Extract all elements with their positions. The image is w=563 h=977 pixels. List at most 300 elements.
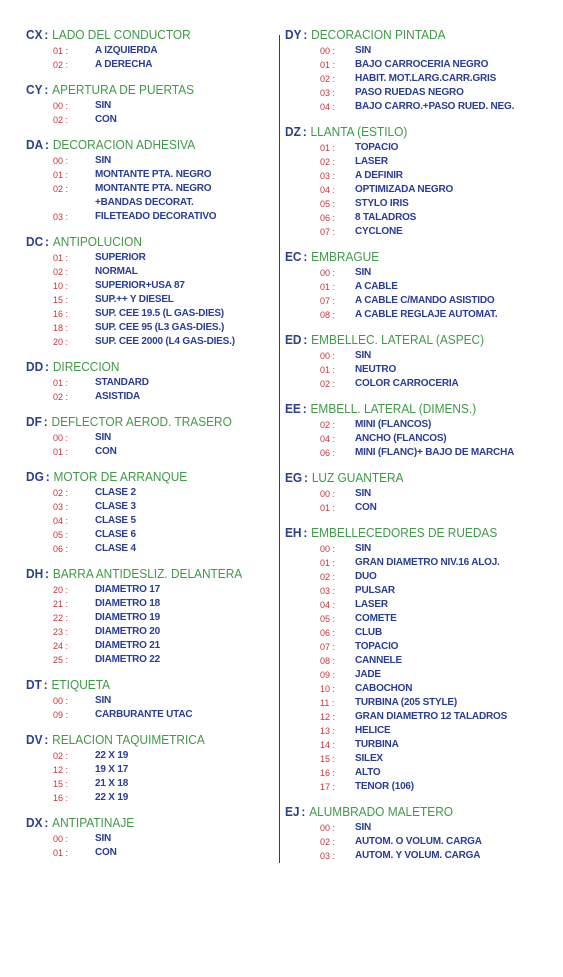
option-label: CON (95, 446, 117, 457)
option-code: 02 : (53, 751, 69, 761)
option-label: JADE (355, 669, 381, 680)
group-separator: : (304, 471, 309, 485)
option-row (26, 445, 276, 459)
section-gap (26, 805, 276, 816)
option-code: 06 : (320, 448, 336, 458)
group-title: DECORACION ADHESIVA (52, 138, 196, 152)
section-gap (26, 127, 276, 138)
option-group (285, 402, 557, 460)
option-code: 09 : (320, 670, 336, 680)
option-row (26, 846, 276, 860)
group-title: RELACION TAQUIMETRICA (52, 733, 205, 747)
option-row (285, 86, 557, 100)
group-code: DX (26, 816, 43, 830)
group-heading (26, 28, 264, 43)
option-group (26, 470, 276, 556)
option-code: 08 : (320, 310, 336, 320)
option-row (285, 100, 557, 114)
group-code: ED (285, 333, 302, 347)
group-heading (26, 83, 264, 98)
option-row (285, 556, 557, 570)
group-code: DG (26, 470, 44, 484)
option-label: STYLO IRIS (355, 198, 409, 209)
group-separator: : (45, 567, 50, 581)
option-code: 22 : (53, 613, 69, 623)
option-code: 25 : (53, 655, 69, 665)
group-heading (285, 28, 543, 43)
option-label: A IZQUIERDA (95, 45, 158, 56)
option-group (285, 805, 557, 863)
option-row (26, 154, 276, 168)
option-label: 22 X 19 (95, 792, 129, 803)
section-gap (285, 239, 557, 250)
option-row (285, 752, 557, 766)
option-label: 19 X 17 (95, 764, 129, 775)
option-code: 00 : (53, 696, 69, 706)
group-heading (26, 816, 264, 831)
option-code: 00 : (320, 351, 336, 361)
option-row (26, 251, 276, 265)
option-group (26, 360, 276, 404)
option-label: DUO (355, 571, 377, 582)
option-row (285, 724, 557, 738)
group-heading (26, 470, 264, 485)
option-row (26, 791, 276, 805)
group-heading (26, 678, 264, 693)
option-code: 07 : (320, 642, 336, 652)
option-code: 10 : (53, 281, 69, 291)
option-group (26, 28, 276, 72)
option-code: 17 : (320, 782, 336, 792)
option-label: DIAMETRO 22 (95, 654, 161, 665)
option-row (285, 280, 557, 294)
option-row (285, 432, 557, 446)
option-row (285, 612, 557, 626)
option-label: SILEX (355, 753, 383, 764)
option-label: SUP. CEE 19.5 (L GAS-DIES) (95, 308, 224, 319)
group-separator: : (43, 678, 48, 692)
option-label: DIAMETRO 19 (95, 612, 161, 623)
option-code: 07 : (320, 296, 336, 306)
option-row (26, 265, 276, 279)
option-row (285, 780, 557, 794)
option-row (285, 584, 557, 598)
section-gap (285, 794, 557, 805)
option-label: CON (95, 847, 117, 858)
option-row (285, 72, 557, 86)
option-code: 00 : (53, 433, 69, 443)
option-row (285, 542, 557, 556)
group-code: DH (26, 567, 44, 581)
group-code: CY (26, 83, 43, 97)
option-row (26, 583, 276, 597)
section-gap (26, 404, 276, 415)
option-list (26, 154, 276, 224)
option-label: SUP. CEE 2000 (L4 GAS-DIES.) (95, 336, 235, 347)
option-code: 03 : (320, 171, 336, 181)
option-row (26, 99, 276, 113)
option-row (26, 694, 276, 708)
option-code: 23 : (53, 627, 69, 637)
option-label: PULSAR (355, 585, 395, 596)
option-code: 01 : (53, 378, 69, 388)
option-label: SIN (95, 695, 112, 706)
option-label: SUP.++ Y DIESEL (95, 294, 174, 305)
option-code: 02 : (53, 60, 69, 70)
option-label: BAJO CARRO.+PASO RUED. NEG. (355, 101, 515, 112)
option-row (285, 266, 557, 280)
option-code: 01 : (53, 447, 69, 457)
group-code: DD (26, 360, 44, 374)
option-code: 01 : (320, 365, 336, 375)
group-heading (285, 250, 543, 265)
option-row (26, 431, 276, 445)
group-separator: : (43, 415, 48, 429)
option-row (26, 708, 276, 722)
option-code: 02 : (53, 488, 69, 498)
option-row (285, 626, 557, 640)
option-code: 00 : (320, 268, 336, 278)
group-code: DY (285, 28, 302, 42)
option-row (26, 653, 276, 667)
group-separator: : (303, 333, 308, 347)
option-row (26, 168, 276, 182)
group-title: DIRECCION (52, 360, 120, 374)
option-code: 02 : (53, 392, 69, 402)
option-group (26, 415, 276, 459)
option-group (26, 138, 276, 224)
group-separator: : (44, 733, 49, 747)
option-code: 01 : (53, 848, 69, 858)
option-row (26, 335, 276, 349)
option-row (285, 738, 557, 752)
group-heading (26, 360, 264, 375)
section-gap (26, 667, 276, 678)
option-list (285, 141, 557, 239)
option-code: 03 : (320, 88, 336, 98)
option-label: A CABLE REGLAJE AUTOMAT. (355, 309, 498, 320)
section-gap (285, 114, 557, 125)
option-list (26, 694, 276, 722)
group-title: DECORACION PINTADA (311, 28, 446, 42)
option-row (285, 640, 557, 654)
option-row (285, 363, 557, 377)
group-code: EJ (285, 805, 300, 819)
option-label: NORMAL (95, 266, 138, 277)
option-row (285, 225, 557, 239)
option-label: SUPERIOR+USA 87 (95, 280, 185, 291)
option-label: MINI (FLANCOS) (355, 419, 432, 430)
option-label: SIN (355, 267, 372, 278)
option-label: DIAMETRO 21 (95, 640, 161, 651)
group-heading (285, 125, 543, 140)
option-row (285, 598, 557, 612)
group-heading (285, 333, 543, 348)
option-row (285, 570, 557, 584)
group-title: ALUMBRADO MALETERO (309, 805, 454, 819)
group-title: EMBELLECEDORES DE RUEDAS (311, 526, 498, 540)
group-title: APERTURA DE PUERTAS (52, 83, 195, 97)
option-code: 01 : (53, 46, 69, 56)
option-row (26, 293, 276, 307)
option-code: 03 : (53, 212, 69, 222)
option-row (285, 418, 557, 432)
option-group (26, 733, 276, 805)
option-group (285, 250, 557, 322)
option-label: ALTO (355, 767, 381, 778)
option-group (285, 333, 557, 391)
option-code: 05 : (53, 530, 69, 540)
group-code: DA (26, 138, 44, 152)
option-row (285, 183, 557, 197)
option-code: 15 : (320, 754, 336, 764)
option-row (26, 113, 276, 127)
group-title: MOTOR DE ARRANQUE (53, 470, 188, 484)
group-heading (26, 415, 264, 430)
option-list (26, 583, 276, 667)
option-row (285, 696, 557, 710)
option-row (26, 514, 276, 528)
option-code: 02 : (53, 115, 69, 125)
option-code: 00 : (320, 489, 336, 499)
option-row (26, 749, 276, 763)
option-label: BAJO CARROCERIA NEGRO (355, 59, 489, 70)
option-code: 05 : (320, 199, 336, 209)
section-gap (26, 556, 276, 567)
option-code: 15 : (53, 295, 69, 305)
group-heading (285, 402, 543, 417)
option-code: 02 : (320, 837, 336, 847)
option-label: DIAMETRO 17 (95, 584, 161, 595)
option-code: 04 : (53, 516, 69, 526)
option-row (26, 763, 276, 777)
option-label: LASER (355, 599, 388, 610)
option-row (26, 279, 276, 293)
option-code: 24 : (53, 641, 69, 651)
option-label: SIN (355, 350, 372, 361)
group-title: BARRA ANTIDESLIZ. DELANTERA (52, 567, 243, 581)
option-list (285, 266, 557, 322)
option-list (285, 487, 557, 515)
option-code: 02 : (320, 420, 336, 430)
option-row (285, 349, 557, 363)
option-label: MONTANTE PTA. NEGRO (95, 169, 212, 180)
option-row (285, 487, 557, 501)
section-gap (285, 322, 557, 333)
option-code: 02 : (320, 379, 336, 389)
option-row (285, 197, 557, 211)
option-row (26, 58, 276, 72)
option-label: GRAN DIAMETRO 12 TALADROS (355, 711, 508, 722)
option-row (285, 835, 557, 849)
option-code: 04 : (320, 185, 336, 195)
option-label: 8 TALADROS (355, 212, 417, 223)
option-row (285, 668, 557, 682)
group-separator: : (45, 138, 50, 152)
left-column (26, 28, 276, 860)
group-title: EMBELLEC. LATERAL (ASPEC) (311, 333, 485, 347)
group-title: EMBRAGUE (311, 250, 380, 264)
group-separator: : (303, 526, 308, 540)
option-code: 02 : (320, 157, 336, 167)
option-code: 12 : (320, 712, 336, 722)
option-group (26, 235, 276, 349)
group-separator: : (301, 805, 306, 819)
option-label: LASER (355, 156, 388, 167)
option-code: 16 : (53, 793, 69, 803)
option-label: FILETEADO DECORATIVO (95, 211, 217, 222)
group-separator: : (302, 125, 307, 139)
group-title: LUZ GUANTERA (311, 471, 404, 485)
option-row (285, 58, 557, 72)
group-code: EC (285, 250, 302, 264)
option-label: +BANDAS DECORAT. (95, 197, 194, 208)
option-code: 04 : (320, 102, 336, 112)
option-row (285, 821, 557, 835)
option-row (285, 501, 557, 515)
option-row (26, 307, 276, 321)
option-label: SIN (95, 100, 112, 111)
option-group (285, 28, 557, 114)
group-code: DC (26, 235, 44, 249)
option-row (285, 294, 557, 308)
option-label: CLUB (355, 627, 382, 638)
option-list (285, 44, 557, 114)
option-code: 18 : (53, 323, 69, 333)
option-code: 00 : (53, 101, 69, 111)
option-code: 00 : (320, 823, 336, 833)
option-list (26, 99, 276, 127)
option-label: PASO RUEDAS NEGRO (355, 87, 464, 98)
option-label: CANNELE (355, 655, 402, 666)
option-label: CYCLONE (355, 226, 403, 237)
option-code: 20 : (53, 337, 69, 347)
group-separator: : (45, 235, 50, 249)
option-label: AUTOM. Y VOLUM. CARGA (355, 850, 481, 861)
option-code: 01 : (320, 503, 336, 513)
group-heading (285, 805, 543, 820)
option-label: HABIT. MOT.LARG.CARR.GRIS (355, 73, 497, 84)
option-label: CLASE 5 (95, 515, 136, 526)
option-list (285, 542, 557, 794)
option-label: SIN (355, 543, 372, 554)
group-title: ETIQUETA (51, 678, 111, 692)
option-label: CLASE 2 (95, 487, 136, 498)
group-heading (285, 471, 543, 486)
option-label: AUTOM. O VOLUM. CARGA (355, 836, 482, 847)
group-title: LADO DEL CONDUCTOR (52, 28, 191, 42)
option-code: 00 : (53, 156, 69, 166)
group-title: DEFLECTOR AEROD. TRASERO (51, 415, 232, 429)
option-label: TENOR (106) (355, 781, 414, 792)
option-label: STANDARD (95, 377, 149, 388)
option-label: ANCHO (FLANCOS) (355, 433, 447, 444)
group-code: DV (26, 733, 43, 747)
option-list (26, 832, 276, 860)
option-code: 03 : (53, 502, 69, 512)
group-code: EH (285, 526, 302, 540)
group-heading (26, 138, 264, 153)
group-separator: : (303, 28, 308, 42)
option-label: NEUTRO (355, 364, 397, 375)
section-gap (26, 722, 276, 733)
group-heading (26, 733, 264, 748)
option-code: 09 : (53, 710, 69, 720)
group-separator: : (302, 402, 307, 416)
option-row (26, 44, 276, 58)
option-label: MINI (FLANC)+ BAJO DE MARCHA (355, 447, 515, 458)
option-row (285, 849, 557, 863)
option-list (26, 431, 276, 459)
option-group (26, 678, 276, 722)
option-label: SIN (95, 155, 112, 166)
option-label: SIN (95, 432, 112, 443)
option-label: 22 X 19 (95, 750, 129, 761)
option-list (26, 251, 276, 349)
option-label: TURBINA (205 STYLE) (355, 697, 457, 708)
option-label: SUP. CEE 95 (L3 GAS-DIES.) (95, 322, 225, 333)
option-label: TOPACIO (355, 641, 399, 652)
option-code: 14 : (320, 740, 336, 750)
option-row (26, 611, 276, 625)
option-code: 16 : (320, 768, 336, 778)
group-code: DZ (285, 125, 301, 139)
option-code: 06 : (320, 628, 336, 638)
option-code: 01 : (320, 282, 336, 292)
group-separator: : (45, 360, 50, 374)
option-label: A CABLE C/MANDO ASISTIDO (355, 295, 495, 306)
option-row (26, 597, 276, 611)
option-label: CLASE 6 (95, 529, 136, 540)
option-label: A DEFINIR (355, 170, 403, 181)
group-title: EMBELL. LATERAL (DIMENS.) (310, 402, 477, 416)
option-row (26, 182, 276, 196)
option-row (285, 44, 557, 58)
option-code: 15 : (53, 779, 69, 789)
option-label: CON (355, 502, 377, 513)
option-row (26, 832, 276, 846)
option-code: 02 : (320, 74, 336, 84)
option-row (285, 211, 557, 225)
option-group (285, 526, 557, 794)
option-code: 01 : (320, 60, 336, 70)
option-row (285, 710, 557, 724)
option-code: 03 : (320, 851, 336, 861)
option-row (285, 766, 557, 780)
column-divider (279, 35, 280, 863)
option-label: SIN (355, 45, 372, 56)
group-title: LLANTA (ESTILO) (310, 125, 408, 139)
option-label: CARBURANTE UTAC (95, 709, 193, 720)
group-separator: : (44, 28, 49, 42)
option-row (26, 210, 276, 224)
group-code: DT (26, 678, 42, 692)
option-row (26, 542, 276, 556)
option-label: SIN (95, 833, 112, 844)
option-row (26, 639, 276, 653)
option-label: A CABLE (355, 281, 398, 292)
option-label: CLASE 4 (95, 543, 136, 554)
option-row (285, 141, 557, 155)
option-group (26, 567, 276, 667)
option-row (285, 682, 557, 696)
group-separator: : (303, 250, 308, 264)
option-code: 00 : (320, 46, 336, 56)
option-label: CABOCHON (355, 683, 413, 694)
option-row (26, 777, 276, 791)
group-heading (285, 526, 543, 541)
group-title: ANTIPOLUCION (52, 235, 142, 249)
